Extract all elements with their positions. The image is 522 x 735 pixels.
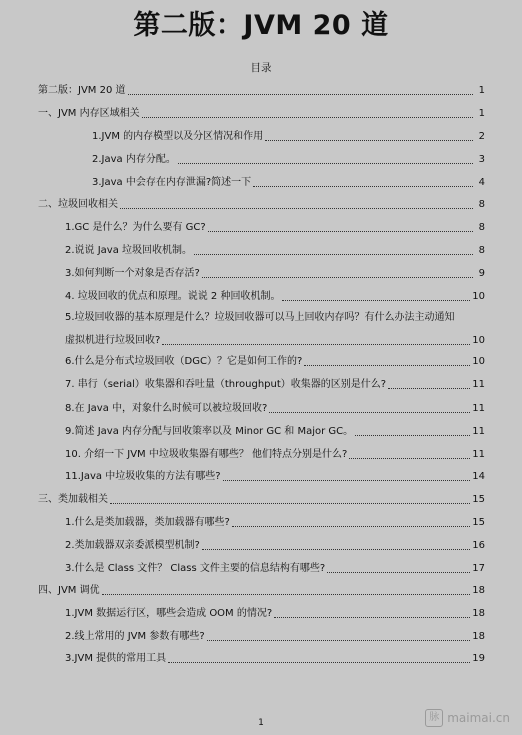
dot-leader bbox=[304, 365, 470, 366]
toc-page-number: 18 bbox=[472, 608, 485, 619]
toc-page-number: 18 bbox=[472, 631, 485, 642]
toc-entry-text: 11.Java 中垃圾收集的方法有哪些? bbox=[65, 471, 221, 482]
dot-leader bbox=[202, 277, 473, 278]
toc-entry[interactable] bbox=[92, 130, 485, 144]
toc-entry-text: 1.什么是类加载器，类加载器有哪些? bbox=[65, 517, 230, 528]
toc-entry[interactable] bbox=[65, 607, 485, 621]
toc-entry[interactable] bbox=[65, 539, 485, 553]
toc-page-number: 3 bbox=[478, 154, 485, 165]
toc-entry-text: 3.什么是 Class 文件？ Class 文件主要的信息结构有哪些? bbox=[65, 563, 326, 574]
dot-leader bbox=[274, 617, 470, 618]
toc-page-number: 10 bbox=[472, 291, 485, 302]
toc-entry[interactable] bbox=[65, 221, 485, 235]
toc-page-number: 10 bbox=[472, 335, 485, 346]
toc-entry[interactable] bbox=[65, 355, 485, 369]
dot-leader bbox=[168, 662, 470, 663]
dot-leader bbox=[120, 208, 473, 209]
toc-page-number: 16 bbox=[472, 540, 485, 551]
dot-leader bbox=[110, 503, 470, 504]
toc-page-number: 10 bbox=[472, 356, 485, 367]
toc-page-number: 15 bbox=[472, 494, 485, 505]
toc-entry-text: 1.JVM 的内存模型以及分区情况和作用 bbox=[92, 131, 264, 142]
toc-entry-text: 四、JVM 调优 bbox=[38, 585, 100, 596]
toc-entry[interactable] bbox=[65, 425, 485, 439]
toc-entry[interactable] bbox=[65, 290, 485, 304]
dot-leader bbox=[208, 231, 473, 232]
dot-leader bbox=[207, 640, 471, 641]
toc-entry-text: 9.简述 Java 内存分配与回收策率以及 Minor GC 和 Major GC。 bbox=[65, 426, 354, 437]
toc-page-number: 1 bbox=[478, 108, 485, 119]
watermark bbox=[425, 709, 510, 727]
toc-entry-text: 7. 串行（serial）收集器和吞吐量（throughput）收集器的区别是什么? bbox=[65, 379, 387, 390]
dot-leader bbox=[178, 163, 473, 164]
toc-entry-text: 2.线上常用的 JVM 参数有哪些? bbox=[65, 631, 205, 642]
dot-leader bbox=[202, 549, 470, 550]
toc-page-number: 9 bbox=[478, 268, 485, 279]
toc-entry[interactable] bbox=[65, 402, 485, 416]
dot-leader bbox=[282, 300, 470, 301]
toc-entry[interactable] bbox=[38, 493, 485, 507]
toc-heading: 目录 bbox=[250, 62, 272, 74]
toc-entry[interactable] bbox=[65, 448, 485, 462]
toc-entry-text: 6.什么是分布式垃圾回收（DGC）？它是如何工作的? bbox=[65, 356, 303, 367]
toc-page-number: 4 bbox=[478, 177, 485, 188]
toc-entry-text: 4. 垃圾回收的优点和原理。说说 2 种回收机制。 bbox=[65, 291, 281, 302]
toc-entry[interactable] bbox=[92, 176, 485, 190]
toc-entry-text: 3.如何判断一个对象是否存活? bbox=[65, 268, 200, 279]
dot-leader bbox=[265, 140, 473, 141]
toc-entry-text: 一、JVM 内存区域相关 bbox=[38, 108, 140, 119]
dot-leader bbox=[253, 186, 473, 187]
toc-page-number: 14 bbox=[472, 471, 485, 482]
toc-entry-text[interactable]: 5.垃圾回收器的基本原理是什么？垃圾回收器可以马上回收内存吗？有什么办法主动通知 bbox=[65, 312, 455, 323]
toc-entry-text: 二、垃圾回收相关 bbox=[38, 199, 118, 210]
toc-entry-text: 8.在 Java 中，对象什么时候可以被垃圾回收? bbox=[65, 403, 268, 414]
toc-entry[interactable] bbox=[65, 267, 485, 281]
dot-leader bbox=[128, 94, 474, 95]
maimai-logo-icon: 脉 bbox=[425, 709, 443, 727]
dot-leader bbox=[269, 412, 470, 413]
dot-leader bbox=[355, 435, 470, 436]
toc-entry-text: 2.类加载器双亲委派模型机制? bbox=[65, 540, 200, 551]
page-number: 1 bbox=[258, 718, 264, 728]
toc-page-number: 2 bbox=[478, 131, 485, 142]
toc-entry-text: 第二版：JVM 20 道 bbox=[38, 85, 126, 96]
toc-entry[interactable] bbox=[65, 516, 485, 530]
dot-leader bbox=[232, 526, 470, 527]
toc-entry[interactable] bbox=[65, 470, 485, 484]
toc-page-number: 17 bbox=[472, 563, 485, 574]
toc-entry[interactable] bbox=[65, 652, 485, 666]
toc-entry-text: 2.Java 内存分配。 bbox=[92, 154, 176, 165]
toc-entry-text: 10. 介绍一下 JVM 中垃圾收集器有哪些？ 他们特点分别是什么? bbox=[65, 449, 348, 460]
toc-entry-text: 2.说说 Java 垃圾回收机制。 bbox=[65, 245, 193, 256]
dot-leader bbox=[194, 254, 473, 255]
dot-leader bbox=[162, 344, 470, 345]
toc-page-number: 11 bbox=[472, 403, 485, 414]
toc-page-number: 15 bbox=[472, 517, 485, 528]
toc-entry-text: 3.JVM 提供的常用工具 bbox=[65, 653, 167, 664]
dot-leader bbox=[349, 458, 470, 459]
toc-page-number: 8 bbox=[478, 245, 485, 256]
dot-leader bbox=[388, 388, 470, 389]
toc-entry[interactable] bbox=[65, 562, 485, 576]
toc-page-number: 11 bbox=[472, 379, 485, 390]
toc-page-number: 8 bbox=[478, 222, 485, 233]
toc-page-number: 11 bbox=[472, 449, 485, 460]
toc-entry-text: 虚拟机进行垃圾回收? bbox=[65, 335, 161, 346]
dot-leader bbox=[327, 572, 470, 573]
toc-entry[interactable] bbox=[38, 198, 485, 212]
dot-leader bbox=[142, 117, 473, 118]
toc-entry-text: 1.GC 是什么？为什么要有 GC? bbox=[65, 222, 206, 233]
toc-entry[interactable] bbox=[65, 244, 485, 258]
toc-page-number: 1 bbox=[478, 85, 485, 96]
watermark-text: maimai.cn bbox=[447, 711, 510, 725]
toc-entry[interactable] bbox=[38, 584, 485, 598]
toc-entry-text: 三、类加载相关 bbox=[38, 494, 108, 505]
dot-leader bbox=[223, 480, 471, 481]
dot-leader bbox=[102, 594, 471, 595]
document-title: 第二版：JVM 20 道 bbox=[133, 10, 389, 41]
toc-page-number: 18 bbox=[472, 585, 485, 596]
toc-entry[interactable] bbox=[92, 153, 485, 167]
toc-entry[interactable] bbox=[65, 630, 485, 644]
toc-entry[interactable] bbox=[65, 334, 485, 348]
toc-page-number: 11 bbox=[472, 426, 485, 437]
toc-page-number: 8 bbox=[478, 199, 485, 210]
toc-entry[interactable] bbox=[38, 84, 485, 98]
toc-page-number: 19 bbox=[472, 653, 485, 664]
toc-entry[interactable] bbox=[65, 378, 485, 392]
toc-entry[interactable] bbox=[38, 107, 485, 121]
toc-entry-text: 3.Java 中会存在内存泄漏?简述一下 bbox=[92, 177, 252, 188]
toc-entry-text: 1.JVM 数据运行区，哪些会造成 OOM 的情况? bbox=[65, 608, 273, 619]
